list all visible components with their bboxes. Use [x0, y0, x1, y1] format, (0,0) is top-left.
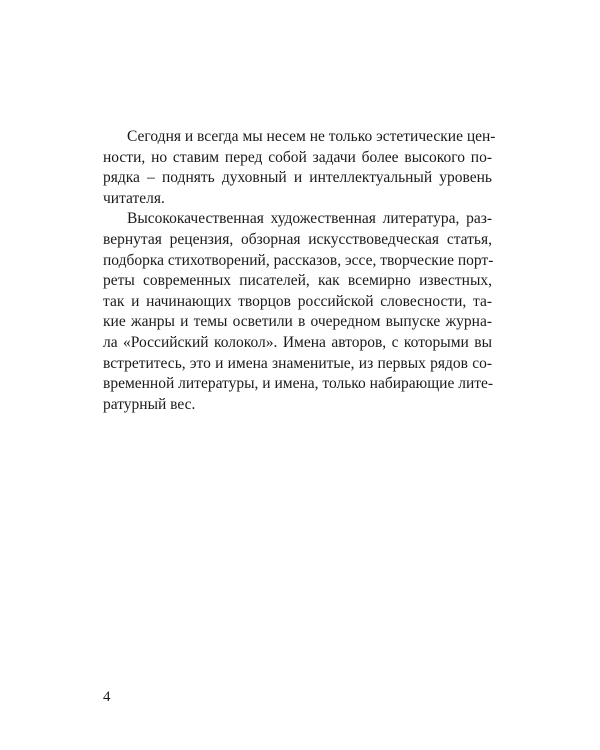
text-line: ла «Российский колокол». Имена авторов, с которыми вы	[103, 333, 492, 351]
page-number: 4	[103, 689, 111, 705]
text-line: временной литературы, и имена, только набирающие лите-	[103, 375, 494, 393]
text-line: рядка – поднять духовный и интеллектуальный уровень	[103, 169, 492, 187]
body-text	[103, 127, 496, 415]
text-line: ратурный вес.	[103, 395, 196, 413]
text-line: реты современных писателей, как всемирно известных,	[103, 272, 492, 290]
paragraph-1	[103, 127, 496, 209]
text-line: Высококачественная художественная литература, раз-	[127, 210, 492, 228]
text-line: читателя.	[103, 189, 165, 207]
text-line: подборка стихотворений, рассказов, эссе, творческие порт-	[103, 251, 494, 269]
text-line: ности, но ставим перед собой задачи более высокого по-	[103, 148, 492, 166]
paragraph-2	[103, 209, 492, 415]
text-line: встретитесь, это и имена знаменитые, из первых рядов со-	[103, 354, 492, 372]
text-line: так и начинающих творцов российской словесности, та-	[103, 292, 492, 310]
text-line: кие жанры и темы осветили в очередном выпуске журна-	[103, 313, 492, 331]
text-line: вернутая рецензия, обзорная искусствоведческая статья,	[103, 230, 492, 248]
text-line: Сегодня и всегда мы несем не только эстетические цен-	[127, 128, 496, 145]
